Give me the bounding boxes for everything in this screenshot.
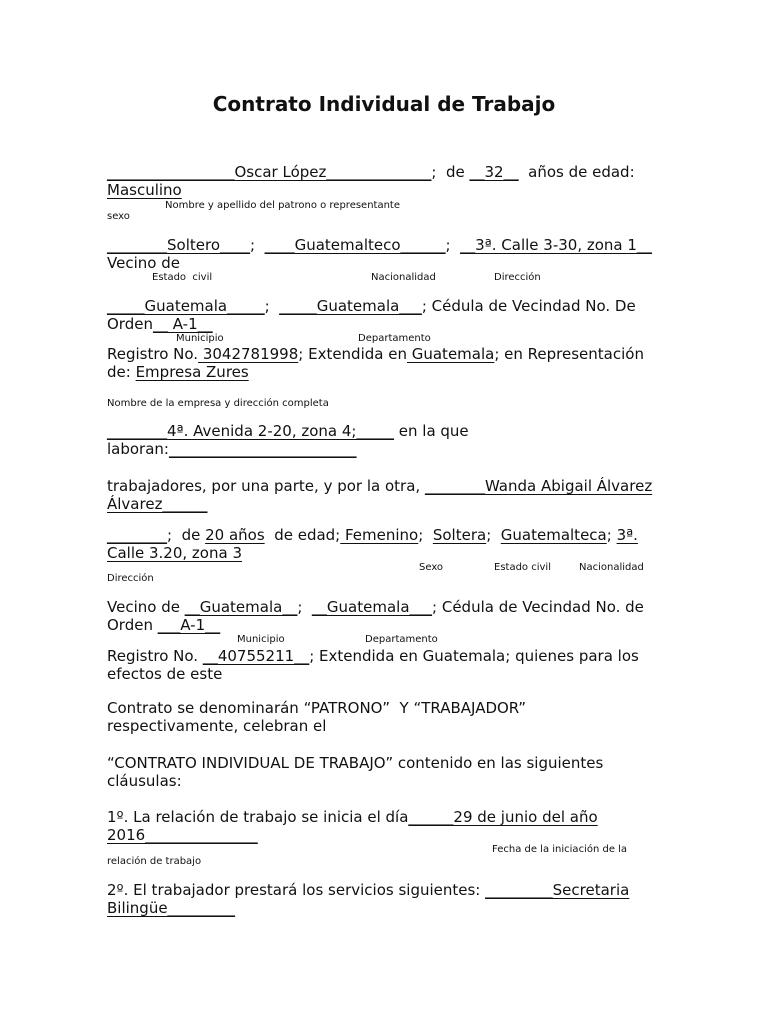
line-efectos	[107, 665, 222, 683]
line-trabajador-registro	[107, 647, 639, 665]
text-segment: Registro No.	[107, 345, 199, 363]
text-segment: ; Cédula de Vecindad No. de	[432, 598, 644, 616]
patrono-municipio-field: _____Guatemala_____	[107, 297, 265, 315]
trabajador-edad-field: 20 años	[205, 526, 265, 544]
label-nombre-empresa: Nombre de la empresa y dirección completa	[107, 398, 329, 409]
text-segment: ;	[445, 236, 461, 254]
text-segment: Contrato se denominarán “PATRONO” Y “TRABAJADOR”	[107, 699, 527, 717]
empresa-direccion-field: ________4ª. Avenida 2-20, zona 4;_____	[107, 422, 394, 440]
trabajador-direccion-field: 3ª.	[616, 526, 638, 544]
text-segment: ;	[486, 526, 501, 544]
text-segment: ; en Representación	[494, 345, 644, 363]
patrono-cedula-orden-field: __ A-1__	[152, 315, 213, 333]
servicios-field: _________Secretaria	[485, 881, 630, 899]
trabajador-nombre-field-cont: Álvarez______	[107, 495, 208, 513]
empresa-nombre-field: Empresa Zures	[135, 363, 249, 381]
line-trabajador-direccion-cont	[107, 544, 242, 562]
line-patrono-municipio	[107, 297, 636, 315]
servicios-field-cont: Bilingüe_________	[107, 899, 236, 917]
line-trabajador-nombre	[107, 477, 652, 495]
text-segment: “CONTRATO INDIVIDUAL DE TRABAJO” contenido en las siguientes	[107, 754, 604, 772]
trabajador-cedula-registro-field: __40755211__	[202, 647, 310, 665]
line-clausula-2-cont	[107, 899, 235, 917]
line-clausula-1	[107, 808, 598, 826]
trabajador-direccion-field-cont: Calle 3.20, zona 3	[107, 544, 242, 562]
line-clausula-2	[107, 881, 629, 899]
document-title: Contrato Individual de Trabajo	[212, 92, 556, 116]
label-departamento-patrono: Departamento	[358, 333, 431, 344]
label-nacionalidad-patrono: Nacionalidad	[371, 272, 436, 283]
line-celebran	[107, 717, 326, 735]
label-municipio-patrono: Municipio	[176, 333, 224, 344]
patrono-direccion-field: __3ª. Calle 3-30, zona 1__	[460, 236, 652, 254]
patrono-edad-field: __32__	[469, 163, 519, 181]
line-patrono-nombre	[107, 163, 635, 181]
label-estado-civil-trabajador: Estado civil	[494, 562, 551, 573]
line-empresa	[107, 363, 249, 381]
trabajador-estado-civil-field: Soltera	[432, 526, 487, 544]
text-segment: ; de	[167, 526, 206, 544]
text-segment: Orden	[107, 616, 158, 634]
line-denominaran	[107, 699, 526, 717]
line-trabajador-orden	[107, 616, 220, 634]
text-segment: de:	[107, 363, 136, 381]
label-direccion-patrono: Dirección	[494, 272, 541, 283]
patrono-nombre-field: _________________Oscar López______________	[107, 163, 432, 181]
line-trabajador-nombre-cont	[107, 495, 207, 513]
text-segment: ;	[250, 236, 265, 254]
line-clausula-1-cont	[107, 826, 258, 844]
text-segment: en la que	[394, 422, 469, 440]
patrono-sexo-field: Masculino	[107, 181, 182, 199]
text-segment: ; Extendida en	[298, 345, 407, 363]
text-segment: respectivamente, celebran el	[107, 717, 327, 735]
text-segment: efectos de este	[107, 665, 223, 683]
line-patrono-registro	[107, 345, 644, 363]
trabajador-departamento-field: __Guatemala___	[311, 598, 433, 616]
text-segment: Orden	[107, 315, 153, 333]
label-fecha-inicio: Fecha de la iniciación de la	[492, 844, 628, 855]
trabajador-nacionalidad-field: Guatemalteca	[500, 526, 607, 544]
text-segment: cláusulas:	[107, 772, 182, 790]
text-segment: Vecino de	[107, 254, 180, 272]
patrono-cedula-extendida-field: Guatemala	[406, 345, 495, 363]
line-patrono-orden	[107, 315, 213, 333]
line-laboran	[107, 440, 356, 458]
trabajador-municipio-field: __Guatemala__	[184, 598, 298, 616]
label-nombre-patrono: Nombre y apellido del patrono o representante	[165, 200, 401, 211]
patrono-estado-civil-field: ________Soltero____	[107, 236, 250, 254]
text-segment: ;	[606, 526, 617, 544]
text-segment: de edad;	[264, 526, 341, 544]
label-nacionalidad-trabajador: Nacionalidad	[579, 562, 644, 573]
text-segment: laboran:	[107, 440, 169, 458]
label-departamento-trabajador: Departamento	[365, 634, 438, 645]
line-trabajador-vecino	[107, 598, 644, 616]
blank-field: ________	[107, 526, 167, 544]
text-segment: trabajadores, por una parte, y por la otra,	[107, 477, 425, 495]
text-segment: ; Extendida en Guatemala; quienes para los	[309, 647, 639, 665]
patrono-nacionalidad-field: ____Guatemalteco______	[264, 236, 446, 254]
text-segment: ;	[297, 598, 312, 616]
line-trabajador-datos	[107, 526, 638, 544]
trabajador-nombre-field: ________Wanda Abigail Álvarez	[424, 477, 653, 495]
trabajador-sexo-field: Femenino	[340, 526, 419, 544]
blank-field: _________________________	[168, 440, 357, 458]
text-segment: 2º. El trabajador prestará los servicios siguientes:	[107, 881, 486, 899]
text-segment: ; de	[431, 163, 470, 181]
label-fecha-inicio-cont: relación de trabajo	[107, 856, 202, 867]
line-contrato-clausulas	[107, 754, 603, 772]
text-segment: ;	[264, 297, 280, 315]
label-municipio-trabajador: Municipio	[237, 634, 285, 645]
line-clausulas	[107, 772, 182, 790]
text-segment: 1º. La relación de trabajo se inicia el día	[107, 808, 409, 826]
line-patrono-vecino	[107, 254, 180, 272]
line-patrono-estado	[107, 236, 652, 254]
label-estado-civil-patrono: Estado civil	[152, 272, 213, 283]
text-segment: ;	[418, 526, 433, 544]
label-sexo-patrono: sexo	[107, 211, 130, 222]
line-empresa-direccion	[107, 422, 469, 440]
label-direccion-trabajador: Dirección	[107, 573, 154, 584]
patrono-departamento-field: _____Guatemala___	[279, 297, 422, 315]
text-segment: años de edad:	[518, 163, 635, 181]
text-segment: Vecino de	[107, 598, 185, 616]
fecha-inicio-field: ______29 de junio del año	[408, 808, 598, 826]
patrono-cedula-registro-field: 3042781998	[198, 345, 299, 363]
text-segment: ; Cédula de Vecindad No. De	[421, 297, 636, 315]
fecha-inicio-field-cont: 2016_______________	[107, 826, 258, 844]
label-sexo-trabajador: Sexo	[419, 562, 444, 573]
trabajador-cedula-orden-field: ___A-1__	[157, 616, 221, 634]
line-patrono-sexo	[107, 181, 182, 199]
text-segment: Registro No.	[107, 647, 203, 665]
